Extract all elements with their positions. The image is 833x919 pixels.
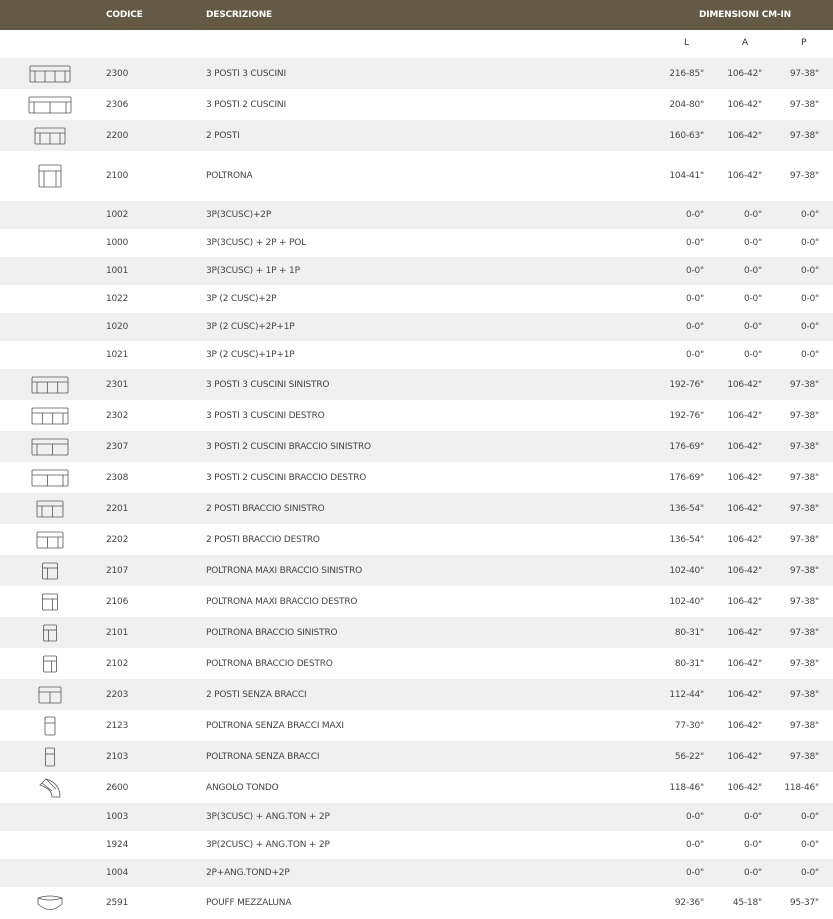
sofa-3-seat-right-arm-icon: [26, 400, 74, 431]
dimension-depth: 0-0": [800, 812, 819, 822]
height-column-header: A: [742, 38, 749, 48]
product-code: 2302: [106, 410, 129, 421]
product-description: POLTRONA BRACCIO SINISTRO: [206, 627, 338, 638]
dimension-height: 106-42": [727, 441, 762, 452]
sofa-2-seat-armless-icon: [26, 679, 74, 710]
table-row: [0, 229, 833, 257]
dimension-length: 192-76": [669, 379, 704, 390]
dimension-length: 0-0": [685, 266, 704, 276]
empty-icon-cell: [26, 201, 74, 229]
empty-icon-cell: [26, 803, 74, 831]
dimension-depth: 97-38": [789, 720, 819, 731]
sofa-2-seat-left-arm-icon: [26, 493, 74, 524]
product-code: 2123: [106, 720, 129, 731]
sofa-2-seat-right-arm-icon: [26, 524, 74, 555]
dimension-depth: 97-38": [789, 171, 819, 181]
product-description: 3P (2 CUSC)+1P+1P: [206, 350, 295, 360]
table-row: [0, 803, 833, 831]
product-description: 3P(3CUSC)+2P: [206, 210, 272, 220]
product-description: 3 POSTI 2 CUSCINI BRACCIO SINISTRO: [206, 441, 371, 452]
product-code: 2600: [106, 782, 129, 793]
product-description: 3P (2 CUSC)+2P: [206, 294, 277, 304]
table-row: [0, 493, 833, 524]
table-row: [0, 887, 833, 919]
dimension-length: 204-80": [669, 99, 704, 110]
product-code: 1001: [106, 266, 129, 276]
dimension-length: 80-31": [674, 627, 704, 638]
product-code: 2308: [106, 472, 129, 483]
product-description: POLTRONA MAXI BRACCIO SINISTRO: [206, 565, 363, 576]
dimension-depth: 0-0": [800, 322, 819, 332]
empty-icon-cell: [26, 313, 74, 341]
table-header: [0, 0, 833, 30]
dimension-length: 0-0": [685, 812, 704, 822]
armchair-armless-maxi-icon: [26, 710, 74, 741]
product-description: POLTRONA BRACCIO DESTRO: [206, 658, 333, 669]
armchair-icon: [26, 151, 74, 201]
empty-icon-cell: [26, 831, 74, 859]
product-description: 3 POSTI 3 CUSCINI DESTRO: [206, 410, 325, 421]
dimension-length: 0-0": [685, 322, 704, 332]
dimension-depth: 97-38": [789, 689, 819, 700]
dimension-depth: 97-38": [789, 658, 819, 669]
dimension-height: 45-18": [732, 898, 762, 908]
dimension-depth: 97-38": [789, 130, 819, 141]
table-row: [0, 586, 833, 617]
dimension-length: 176-69": [669, 472, 704, 483]
dimension-depth: 0-0": [800, 350, 819, 360]
armchair-left-arm-icon: [26, 617, 74, 648]
table-row: [0, 369, 833, 400]
dimension-length: 136-54": [669, 503, 704, 514]
product-code: 2102: [106, 658, 129, 669]
dimension-height: 106-42": [727, 472, 762, 483]
dimension-length: 160-63": [669, 130, 704, 141]
dimension-height: 0-0": [743, 322, 762, 332]
empty-icon-cell: [26, 257, 74, 285]
product-description: 3P(3CUSC) + ANG.TON + 2P: [206, 812, 330, 822]
dimension-height: 106-42": [727, 627, 762, 638]
dimension-height: 106-42": [727, 410, 762, 421]
table-row: [0, 462, 833, 493]
product-description: POUFF MEZZALUNA: [206, 898, 292, 908]
description-column-header: DESCRIZIONE: [206, 10, 272, 20]
table-row: [0, 648, 833, 679]
dimension-depth: 0-0": [800, 266, 819, 276]
dimension-height: 106-42": [727, 565, 762, 576]
dimension-height: 106-42": [727, 534, 762, 545]
dimension-height: 106-42": [727, 379, 762, 390]
sofa-2-cushion-right-arm-icon: [26, 462, 74, 493]
product-code: 1000: [106, 238, 129, 248]
product-code: 2306: [106, 99, 129, 110]
product-description: POLTRONA SENZA BRACCI: [206, 751, 320, 762]
code-column-header: CODICE: [106, 10, 143, 20]
dimension-depth: 97-38": [789, 379, 819, 390]
table-row: [0, 679, 833, 710]
dimension-depth: 97-38": [789, 68, 819, 79]
table-row: [0, 831, 833, 859]
product-description: 2 POSTI BRACCIO DESTRO: [206, 534, 320, 545]
product-code: 2107: [106, 565, 129, 576]
sofa-2-seat-icon: [26, 120, 74, 151]
length-column-header: L: [684, 38, 690, 48]
product-description: 3P(3CUSC) + 2P + POL: [206, 238, 306, 248]
product-code: 2203: [106, 689, 129, 700]
table-row: [0, 58, 833, 89]
dimension-depth: 97-38": [789, 534, 819, 545]
product-code: 2591: [106, 898, 129, 908]
product-code: 2106: [106, 596, 129, 607]
product-code: 2201: [106, 503, 129, 514]
product-code: 2200: [106, 130, 129, 141]
product-code: 1002: [106, 210, 129, 220]
product-description: POLTRONA: [206, 171, 253, 181]
product-description: 3P(2CUSC) + ANG.TON + 2P: [206, 840, 330, 850]
product-code: 2307: [106, 441, 129, 452]
product-code: 2300: [106, 68, 129, 79]
product-code: 1021: [106, 350, 129, 360]
dimension-depth: 97-38": [789, 503, 819, 514]
product-code: 2202: [106, 534, 129, 545]
table-row: [0, 400, 833, 431]
dimension-depth: 97-38": [789, 751, 819, 762]
dimension-height: 106-42": [727, 171, 762, 181]
product-code: 1022: [106, 294, 129, 304]
dimension-height: 0-0": [743, 294, 762, 304]
dimension-length: 102-40": [669, 596, 704, 607]
product-description: POLTRONA SENZA BRACCI MAXI: [206, 720, 344, 731]
table-row: [0, 431, 833, 462]
dimension-height: 0-0": [743, 238, 762, 248]
table-row: [0, 201, 833, 229]
dimension-depth: 0-0": [800, 840, 819, 850]
dimension-height: 0-0": [743, 210, 762, 220]
dimension-height: 106-42": [727, 782, 762, 793]
dimension-depth: 97-38": [789, 565, 819, 576]
armchair-maxi-left-arm-icon: [26, 555, 74, 586]
dimension-depth: 97-38": [789, 627, 819, 638]
dimension-length: 92-36": [674, 898, 704, 908]
dimension-length: 112-44": [669, 689, 704, 700]
product-code: 1924: [106, 840, 129, 850]
table-row: [0, 313, 833, 341]
dimension-depth: 0-0": [800, 868, 819, 878]
dimension-height: 106-42": [727, 658, 762, 669]
dimension-length: 0-0": [685, 868, 704, 878]
empty-icon-cell: [26, 341, 74, 369]
product-description: 3 POSTI 2 CUSCINI BRACCIO DESTRO: [206, 472, 367, 483]
sofa-3-seat-2-cushion-icon: [26, 89, 74, 120]
armchair-maxi-right-arm-icon: [26, 586, 74, 617]
table-row: [0, 741, 833, 772]
dimension-length: 0-0": [685, 294, 704, 304]
table-row: [0, 285, 833, 313]
product-description: 2 POSTI SENZA BRACCI: [206, 689, 307, 700]
sofa-3-seat-3-cushion-icon: [26, 58, 74, 89]
product-code: 1003: [106, 812, 129, 822]
dimension-height: 0-0": [743, 840, 762, 850]
sofa-3-seat-left-arm-icon: [26, 369, 74, 400]
dimension-depth: 118-46": [784, 782, 819, 793]
table-row: [0, 120, 833, 151]
dimension-depth: 0-0": [800, 210, 819, 220]
dimension-depth: 97-38": [789, 441, 819, 452]
dimension-length: 104-41": [669, 171, 704, 181]
dimension-height: 106-42": [727, 99, 762, 110]
dimension-length: 80-31": [674, 658, 704, 669]
dimension-height: 106-42": [727, 751, 762, 762]
dimension-length: 216-85": [669, 68, 704, 79]
dimension-length: 102-40": [669, 565, 704, 576]
round-corner-icon: [26, 772, 74, 803]
dimension-depth: 97-38": [789, 596, 819, 607]
empty-icon-cell: [26, 285, 74, 313]
dimension-length: 136-54": [669, 534, 704, 545]
product-description: 3 POSTI 3 CUSCINI: [206, 68, 286, 79]
dimension-length: 118-46": [669, 782, 704, 793]
product-description: 2P+ANG.TOND+2P: [206, 868, 290, 878]
dimension-length: 56-22": [674, 751, 704, 762]
product-description: 3 POSTI 2 CUSCINI: [206, 99, 286, 110]
dimension-subheader: [0, 30, 833, 58]
product-description: 3P(3CUSC) + 1P + 1P: [206, 266, 300, 276]
product-description: 3 POSTI 3 CUSCINI SINISTRO: [206, 379, 330, 390]
dimension-height: 106-42": [727, 596, 762, 607]
sofa-2-cushion-left-arm-icon: [26, 431, 74, 462]
dimension-height: 0-0": [743, 266, 762, 276]
half-moon-pouf-icon: [26, 887, 74, 919]
product-code: 2301: [106, 379, 129, 390]
dimension-length: 0-0": [685, 840, 704, 850]
table-row: [0, 257, 833, 285]
product-description: ANGOLO TONDO: [206, 782, 279, 793]
table-row: [0, 772, 833, 803]
dimension-height: 0-0": [743, 812, 762, 822]
empty-icon-cell: [26, 229, 74, 257]
table-row: [0, 617, 833, 648]
dimension-length: 77-30": [674, 720, 704, 731]
dimension-depth: 95-37": [789, 898, 819, 908]
product-description: POLTRONA MAXI BRACCIO DESTRO: [206, 596, 358, 607]
table-row: [0, 555, 833, 586]
dimension-length: 0-0": [685, 238, 704, 248]
dimension-length: 192-76": [669, 410, 704, 421]
armchair-armless-icon: [26, 741, 74, 772]
dimension-height: 106-42": [727, 503, 762, 514]
dimension-height: 0-0": [743, 868, 762, 878]
dimension-depth: 97-38": [789, 472, 819, 483]
product-table: [0, 58, 833, 919]
dimension-length: 176-69": [669, 441, 704, 452]
product-code: 1020: [106, 322, 129, 332]
dimension-height: 106-42": [727, 130, 762, 141]
product-code: 1004: [106, 868, 129, 878]
product-code: 2103: [106, 751, 129, 762]
table-row: [0, 710, 833, 741]
dimension-depth: 0-0": [800, 294, 819, 304]
product-code: 2100: [106, 171, 129, 181]
depth-column-header: P: [801, 38, 807, 48]
dimension-height: 106-42": [727, 68, 762, 79]
dimension-length: 0-0": [685, 210, 704, 220]
table-row: [0, 859, 833, 887]
dimension-depth: 97-38": [789, 410, 819, 421]
product-description: 3P (2 CUSC)+2P+1P: [206, 322, 295, 332]
product-description: 2 POSTI: [206, 130, 240, 141]
dimension-length: 0-0": [685, 350, 704, 360]
table-row: [0, 524, 833, 555]
table-row: [0, 151, 833, 201]
product-code: 2101: [106, 627, 129, 638]
product-description: 2 POSTI BRACCIO SINISTRO: [206, 503, 325, 514]
table-row: [0, 341, 833, 369]
dimension-depth: 0-0": [800, 238, 819, 248]
dimension-height: 106-42": [727, 720, 762, 731]
empty-icon-cell: [26, 859, 74, 887]
dimension-height: 0-0": [743, 350, 762, 360]
dimension-height: 106-42": [727, 689, 762, 700]
table-row: [0, 89, 833, 120]
dimensions-column-header: DIMENSIONI CM-IN: [699, 10, 791, 20]
armchair-right-arm-icon: [26, 648, 74, 679]
dimension-depth: 97-38": [789, 99, 819, 110]
